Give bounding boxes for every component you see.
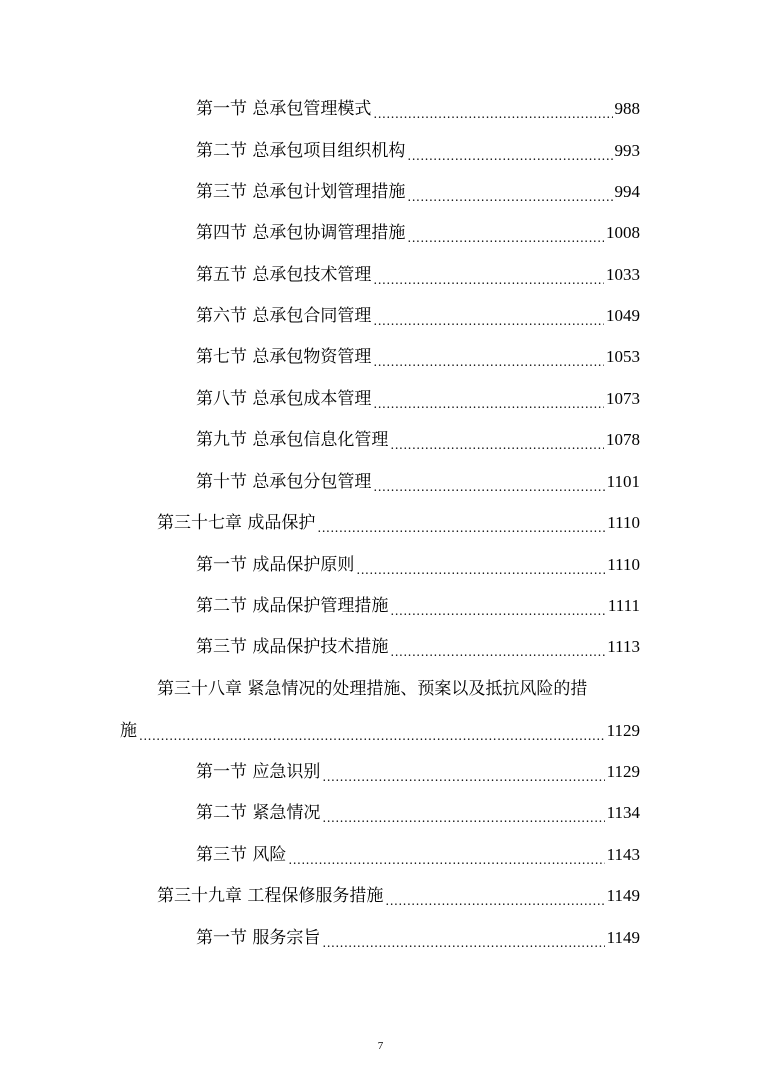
toc-entry-label: 第六节 总承包合同管理 <box>196 306 372 326</box>
dot-leader <box>356 552 605 578</box>
toc-entry-label: 第四节 总承包协调管理措施 <box>196 223 406 243</box>
toc-entry-page: 1110 <box>607 513 640 532</box>
dot-leader <box>373 386 604 412</box>
toc-entry-label: 第八节 总承包成本管理 <box>196 389 372 409</box>
dot-leader <box>373 303 604 329</box>
toc-entry-label: 第五节 总承包技术管理 <box>196 265 372 285</box>
toc-entry[interactable] <box>196 220 640 246</box>
dot-leader <box>317 510 605 536</box>
toc-entry[interactable] <box>196 925 640 951</box>
toc-entry-label: 施 <box>120 721 137 741</box>
toc-entry[interactable] <box>196 593 640 619</box>
toc-entry-page: 994 <box>614 182 640 201</box>
toc-chapter-entry-line2[interactable] <box>120 718 640 744</box>
dot-leader <box>407 179 612 205</box>
toc-chapter-entry[interactable] <box>157 883 640 909</box>
toc-entry-label: 第三节 总承包计划管理措施 <box>196 182 406 202</box>
toc-entry[interactable] <box>196 303 640 329</box>
toc-entry-label: 第二节 总承包项目组织机构 <box>196 141 406 161</box>
toc-entry[interactable] <box>196 344 640 370</box>
toc-entry-page: 1053 <box>606 347 640 366</box>
toc-entry[interactable] <box>196 800 640 826</box>
toc-entry-page: 1129 <box>606 721 640 740</box>
toc-entry-page: 1149 <box>606 886 640 905</box>
toc-entry-page: 1129 <box>606 762 640 781</box>
toc-entry[interactable] <box>196 262 640 288</box>
toc-entry-page: 993 <box>614 141 640 160</box>
toc-entry-label: 第一节 总承包管理模式 <box>196 99 372 119</box>
toc-entry-page: 1078 <box>606 430 640 449</box>
dot-leader <box>373 344 604 370</box>
toc-entry[interactable] <box>196 386 640 412</box>
toc-entry-page: 1149 <box>606 928 640 947</box>
toc-entry-page: 1113 <box>607 637 640 656</box>
toc-chapter-entry[interactable] <box>157 510 640 536</box>
toc-entry-label: 第一节 应急识别 <box>196 762 321 782</box>
dot-leader <box>390 634 605 660</box>
toc-chapter-entry-line1[interactable]: 第三十八章 紧急情况的处理措施、预案以及抵抗风险的措 <box>157 679 588 699</box>
toc-entry-label: 第三节 风险 <box>196 845 287 865</box>
dot-leader <box>407 138 612 164</box>
toc-entry-page: 1111 <box>607 596 640 615</box>
toc-entry-label: 第一节 服务宗旨 <box>196 928 321 948</box>
toc-entry-page: 1101 <box>606 472 640 491</box>
toc-entry-page: 1073 <box>606 389 640 408</box>
toc-entry-page: 1049 <box>606 306 640 325</box>
toc-entry-label: 第二节 紧急情况 <box>196 803 321 823</box>
toc-entry-label: 第七节 总承包物资管理 <box>196 347 372 367</box>
page-number: 7 <box>377 1040 384 1052</box>
toc-entry-page: 1110 <box>607 555 640 574</box>
dot-leader <box>139 718 605 744</box>
dot-leader <box>385 883 604 909</box>
toc-entry-label: 第一节 成品保护原则 <box>196 555 355 575</box>
toc-entry[interactable] <box>196 759 640 785</box>
dot-leader <box>390 593 605 619</box>
dot-leader <box>373 469 604 495</box>
toc-entry-page: 1143 <box>606 845 640 864</box>
dot-leader <box>322 759 604 785</box>
toc-entry-label: 第九节 总承包信息化管理 <box>196 430 389 450</box>
dot-leader <box>322 925 604 951</box>
toc-entry-label: 第三十九章 工程保修服务措施 <box>157 886 384 906</box>
toc-entry-page: 988 <box>614 99 640 118</box>
toc-entry-label: 第十节 总承包分包管理 <box>196 472 372 492</box>
toc-entry-page: 1033 <box>606 265 640 284</box>
toc-entry[interactable] <box>196 552 640 578</box>
toc-entry[interactable] <box>196 842 640 868</box>
toc-entry-page: 1134 <box>606 803 640 822</box>
dot-leader <box>288 842 604 868</box>
toc-entry[interactable] <box>196 634 640 660</box>
dot-leader <box>407 220 604 246</box>
toc-entry-label: 第三节 成品保护技术措施 <box>196 637 389 657</box>
toc-entry[interactable] <box>196 469 640 495</box>
toc-entry[interactable] <box>196 427 640 453</box>
toc-entry[interactable] <box>196 179 640 205</box>
dot-leader <box>373 96 612 122</box>
toc-entry[interactable] <box>196 96 640 122</box>
toc-entry-label: 第三十七章 成品保护 <box>157 513 316 533</box>
dot-leader <box>390 427 604 453</box>
toc-entry[interactable] <box>196 138 640 164</box>
toc-entry-page: 1008 <box>606 223 640 242</box>
toc-entry-label: 第二节 成品保护管理措施 <box>196 596 389 616</box>
dot-leader <box>373 262 604 288</box>
dot-leader <box>322 800 604 826</box>
